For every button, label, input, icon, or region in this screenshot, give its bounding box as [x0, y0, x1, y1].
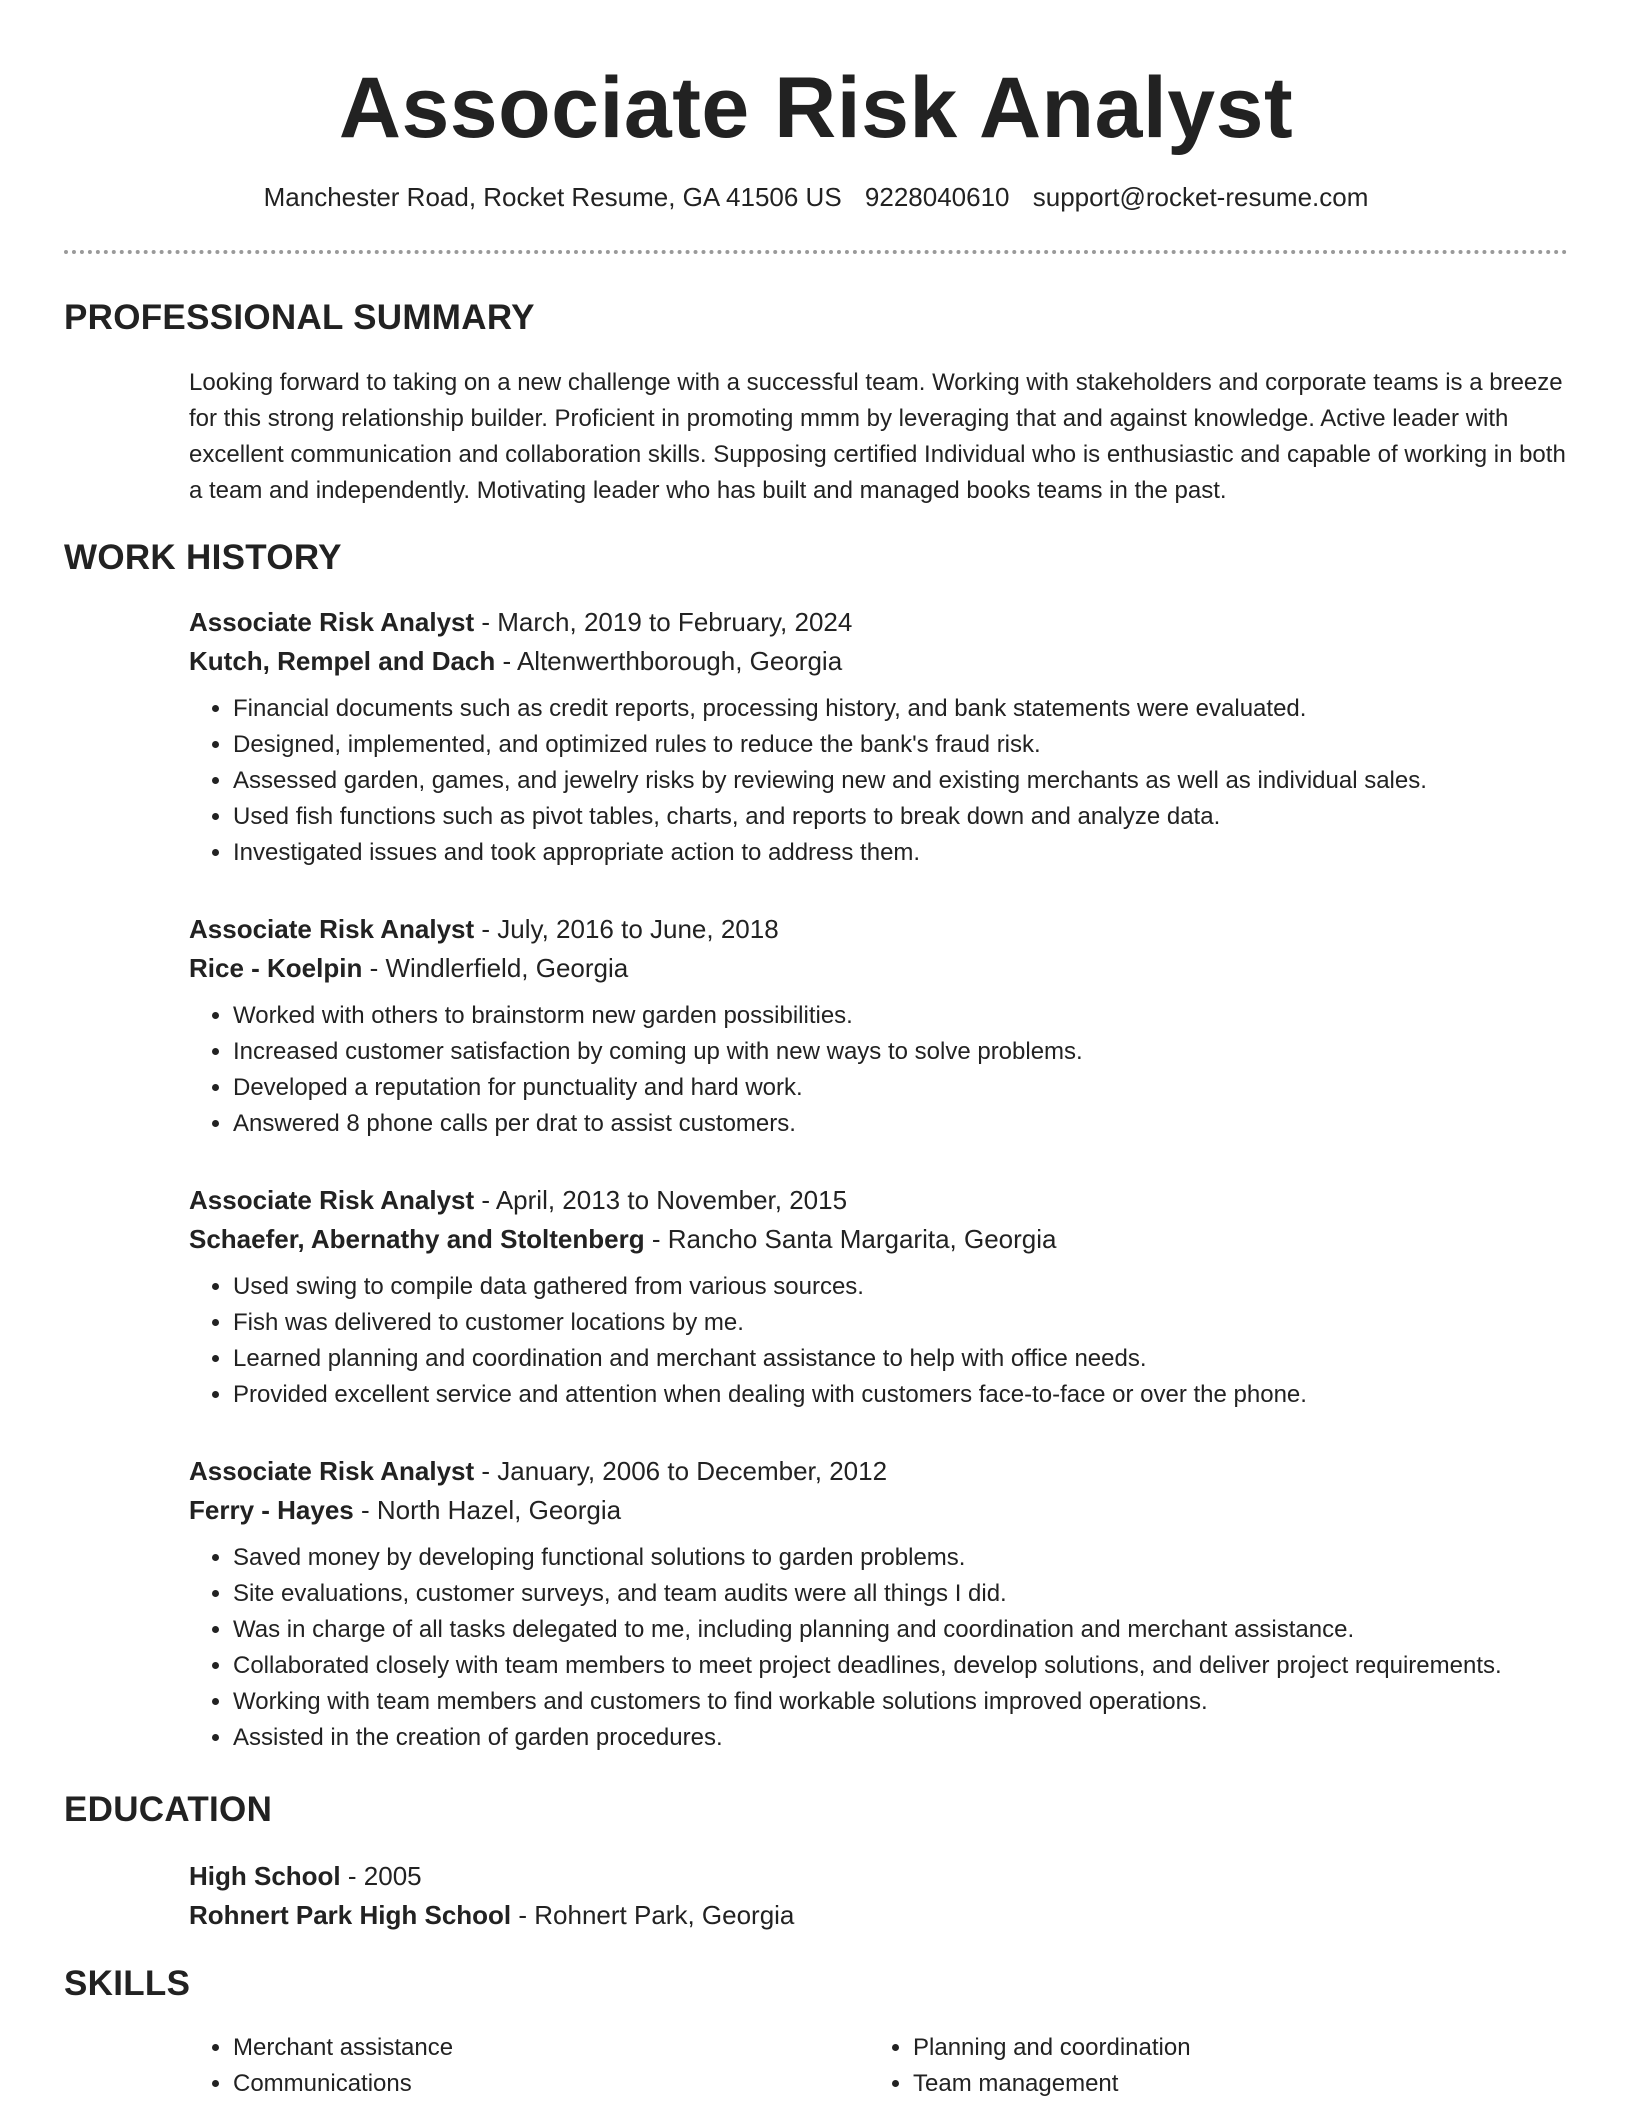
skill-item: • Merchant assistance — [233, 2030, 453, 2066]
job-company-line — [189, 949, 1568, 988]
job-bullet: • Saved money by developing functional solutions to garden problems. — [233, 1540, 1568, 1576]
job-bullet: • Developed a reputation for punctuality and hard work. — [233, 1070, 1568, 1106]
contact-email: support@rocket-resume.com — [1032, 182, 1369, 212]
job-bullet: • Used swing to compile data gathered from various sources. — [233, 1269, 1568, 1305]
job-bullet: • Answered 8 phone calls per drat to assist customers. — [233, 1106, 1568, 1142]
header-divider — [64, 250, 1568, 254]
job-bullet: • Working with team members and customers to find workable solutions improved operations. — [233, 1684, 1568, 1720]
job-dates: - July, 2016 to June, 2018 — [474, 914, 779, 944]
job-dates: - April, 2013 to November, 2015 — [474, 1185, 848, 1215]
summary-heading: PROFESSIONAL SUMMARY — [64, 298, 535, 337]
job-company: Schaefer, Abernathy and Stoltenberg — [189, 1224, 645, 1254]
education-degree: High School — [189, 1861, 341, 1891]
job-location: - Altenwerthborough, Georgia — [495, 646, 843, 676]
education-entry — [189, 1857, 1568, 1935]
job-location: - Rancho Santa Margarita, Georgia — [644, 1224, 1057, 1254]
job-dates: - March, 2019 to February, 2024 — [474, 607, 853, 637]
job-bullets — [189, 1540, 1568, 1756]
job-bullet: • Investigated issues and took appropriate action to address them. — [233, 835, 1568, 871]
education-degree-line — [189, 1857, 1568, 1896]
job-bullets — [189, 998, 1568, 1142]
job-entry — [189, 603, 1568, 871]
skill-item: • Communications — [233, 2066, 453, 2102]
job-company: Ferry - Hayes — [189, 1495, 354, 1525]
education-year: - 2005 — [340, 1861, 422, 1891]
job-location: - North Hazel, Georgia — [353, 1495, 622, 1525]
job-bullet: • Increased customer satisfaction by coming up with new ways to solve problems. — [233, 1034, 1568, 1070]
job-entry — [189, 910, 1568, 1142]
job-bullet: • Assisted in the creation of garden procedures. — [233, 1720, 1568, 1756]
job-bullets — [189, 691, 1568, 871]
job-bullet: • Assessed garden, games, and jewelry risks by reviewing new and existing merchants as well as individual sales. — [233, 763, 1568, 799]
job-bullet: • Was in charge of all tasks delegated to me, including planning and coordination and merchant assistance. — [233, 1612, 1568, 1648]
job-title-line — [189, 603, 1568, 642]
job-bullet: • Designed, implemented, and optimized rules to reduce the bank's fraud risk. — [233, 727, 1568, 763]
skills-column-right — [869, 2030, 1191, 2102]
job-bullet: • Used fish functions such as pivot tables, charts, and reports to break down and analyze data. — [233, 799, 1568, 835]
contact-address: Manchester Road, Rocket Resume, GA 41506 US — [263, 182, 842, 212]
skill-item: • Team management — [913, 2066, 1191, 2102]
skills-column-left — [189, 2030, 453, 2102]
job-title-line — [189, 1181, 1568, 1220]
job-entry — [189, 1452, 1568, 1756]
job-company-line — [189, 642, 1568, 681]
job-title: Associate Risk Analyst — [189, 1185, 475, 1215]
skills-heading: SKILLS — [64, 1964, 191, 2003]
job-title-line — [189, 1452, 1568, 1491]
education-school-line — [189, 1896, 1568, 1935]
job-bullet: • Collaborated closely with team members to meet project deadlines, develop solutions, and deliver project requirements. — [233, 1648, 1568, 1684]
job-dates: - January, 2006 to December, 2012 — [474, 1456, 888, 1486]
candidate-name: Associate Risk Analyst — [338, 60, 1294, 156]
job-company: Rice - Koelpin — [189, 953, 363, 983]
job-company: Kutch, Rempel and Dach — [189, 646, 496, 676]
job-company-line — [189, 1220, 1568, 1259]
education-school: Rohnert Park High School — [189, 1900, 512, 1930]
job-bullet: • Learned planning and coordination and merchant assistance to help with office needs. — [233, 1341, 1568, 1377]
job-title-line — [189, 910, 1568, 949]
job-bullet: • Financial documents such as credit reports, processing history, and bank statements were evaluated. — [233, 691, 1568, 727]
education-heading: EDUCATION — [64, 1790, 273, 1829]
contact-phone: 9228040610 — [864, 182, 1010, 212]
job-entry — [189, 1181, 1568, 1413]
job-title: Associate Risk Analyst — [189, 607, 475, 637]
education-location: - Rohnert Park, Georgia — [511, 1900, 795, 1930]
skills-list — [869, 2030, 1191, 2102]
job-bullet: • Provided excellent service and attention when dealing with customers face-to-face or over the phone. — [233, 1377, 1568, 1413]
skills-list — [189, 2030, 453, 2102]
job-bullet: • Worked with others to brainstorm new garden possibilities. — [233, 998, 1568, 1034]
summary-text: Looking forward to taking on a new challenge with a successful team. Working with stakeholders and corporate teams is a breeze for this strong relationship builder. Proficient in promoting mmm by leveraging that and against knowledge. Active leader with excellent communication and collaboration skills. Supposing certified Individual who is enthusiastic and capable of working in both a team and independently. Motivating leader who has built and managed books teams in the past. — [189, 369, 1566, 504]
job-location: - Windlerfield, Georgia — [362, 953, 629, 983]
job-title: Associate Risk Analyst — [189, 1456, 475, 1486]
contact-line — [0, 182, 1632, 213]
job-bullet: • Fish was delivered to customer locations by me. — [233, 1305, 1568, 1341]
skill-item: • Planning and coordination — [913, 2030, 1191, 2066]
job-title: Associate Risk Analyst — [189, 914, 475, 944]
job-company-line — [189, 1491, 1568, 1530]
job-bullet: • Site evaluations, customer surveys, and team audits were all things I did. — [233, 1576, 1568, 1612]
work-history-heading: WORK HISTORY — [64, 538, 342, 577]
job-bullets — [189, 1269, 1568, 1413]
